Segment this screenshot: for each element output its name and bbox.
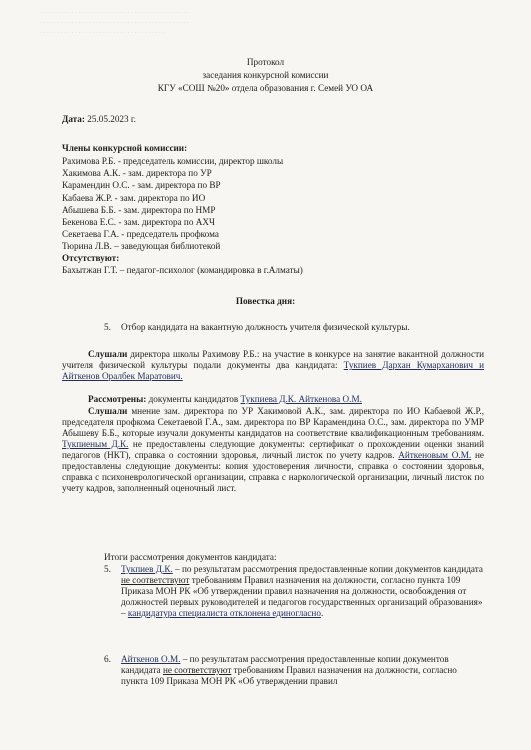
result-number: 6. xyxy=(104,654,111,664)
heard2-label: Слушали xyxy=(88,406,128,416)
member-item: Абышева Б.Б. - зам. директора по НМР xyxy=(62,205,216,215)
heard-label: Слушали xyxy=(88,349,128,359)
result-text: – по результатам рассмотрения предоставленные копии документов кандидата xyxy=(121,654,449,675)
heard2-text-b: не предоставлены следующие документы: сертификат о прохождении оценки знаний педагогов (НКТ), справка о состоянии здоровья, личный листок по учету кадров. xyxy=(62,439,484,460)
member-item: Секетаева Г.А. - председатель профкома xyxy=(62,229,219,239)
result-item xyxy=(121,654,484,687)
result-end: . xyxy=(320,608,324,618)
result-mark: не соответствуют xyxy=(121,575,190,585)
results-heading: Итоги рассмотрения документов кандидата: xyxy=(104,552,277,562)
heard2-name-b: Айткеновым О.М. xyxy=(398,450,472,460)
reviewed-names: Тукпиева Д.К. Айткенова О.М. xyxy=(240,394,362,404)
agenda-item: Отбор кандидата на вакантную должность учителя физической культуры. xyxy=(121,322,410,332)
heard-paragraph xyxy=(62,349,484,382)
heard2-text-a: мнение зам. директора по УР Хакимовой А.К., зам. директора по ИО Кабаевой Ж.Р., председателя профкома Секетаевой Г.А., зам. директора по ВР Карамендина О.С., зам. директора по УМР Абышеву Б.Б., которые изучали документы кандидатов на соответствие квалификационным требованиям. xyxy=(62,406,484,438)
result-name: Айткенов О.М. xyxy=(121,654,181,664)
agenda-number: 5. xyxy=(104,322,111,332)
bleed-through-text: . . . . . . . . . . . . . . . . . . . . . . . . . . . . . . . . . . . . . . . . . . . . . . . . . . . . . . . . . . . . . . . . . . . . . . . . . . . . . . . . . . . . . . . . . . . . . . . . . . . . . . . . . . . . . . . . . . . . . . . . . . xyxy=(40,7,189,35)
doc-subtitle: заседания конкурсной комиссии xyxy=(202,70,329,80)
result-text: требованиям Правил назначения на должности, согласно пункта 109 Приказа МОН РК «Об утверждении правил назначения на должности, освобождения от должностей первых руководителей и педагогов государственных организаций образования» – xyxy=(121,575,483,618)
members-heading: Члены конкурсной комиссии: xyxy=(62,143,188,153)
member-item: Бекенова Е.С. - зам. директора по АХЧ xyxy=(62,217,215,227)
absent-item: Бахытжан Г.Т. – педагог-психолог (командировка в г.Алматы) xyxy=(62,265,303,275)
date-label: Дата: xyxy=(62,114,85,124)
member-item: Рахимова Р.Б. - председатель комиссии, директор школы xyxy=(62,156,284,166)
date-line xyxy=(62,114,136,125)
result-number: 5. xyxy=(104,564,111,574)
heard2-text-c: не предоставлены следующие документы: копия удостоверения личности, справка о состоянии здоровья, справка с психоневрологической организации, справка с наркологической организации, личный листок по учету кадров, заполненный оценочный лист. xyxy=(62,450,484,493)
result-text: – по результатам рассмотрения предоставленные копии документов кандидата xyxy=(172,564,483,574)
result-verdict: кандидатура специалиста отклонена единогласно xyxy=(127,608,321,618)
result-name: Тукпиев Д.К. xyxy=(121,564,173,574)
reviewed-label: Рассмотрены: xyxy=(88,394,147,404)
reviewed-text: документы кандидатов xyxy=(146,394,241,404)
member-item: Тюрина Л.В. – заведующая библиотекой xyxy=(62,241,221,251)
date-value: 25.05.2023 г. xyxy=(87,114,136,124)
member-item: Кабаева Ж.Р. - зам. директора по ИО xyxy=(62,193,206,203)
absent-heading: Отсутствуют: xyxy=(62,253,120,263)
heard2-paragraph xyxy=(62,406,484,494)
candidates-names: Тукпиев Дархан Кумарханович и Айткенов Оралбек Маратович. xyxy=(62,360,485,381)
agenda-heading: Повестка дня: xyxy=(235,296,296,306)
member-item: Хакимова А.К. - зам. директора по УР xyxy=(62,168,212,178)
member-item: Карамендин О.С. - зам. директора по ВР xyxy=(62,180,221,190)
doc-title: Протокол xyxy=(246,57,285,67)
result-text: требованиям Правил назначения на должности, согласно пункта 109 Приказа МОН РК «Об утверждении правил xyxy=(121,665,457,686)
reviewed-line xyxy=(88,394,362,405)
doc-org: КГУ «СОШ №20» отдела образования г. Семей УО ОА xyxy=(157,83,374,93)
heard2-name-a: Тукпиеным Д.К. xyxy=(62,439,129,449)
result-mark: не соответствуют xyxy=(162,665,232,675)
heard-text: директора школы Рахимову Р.Б.: на участие в конкурсе на занятие вакантной должности учителя физической культуры подали документы два кандидата: xyxy=(62,349,484,370)
result-item xyxy=(121,564,484,619)
